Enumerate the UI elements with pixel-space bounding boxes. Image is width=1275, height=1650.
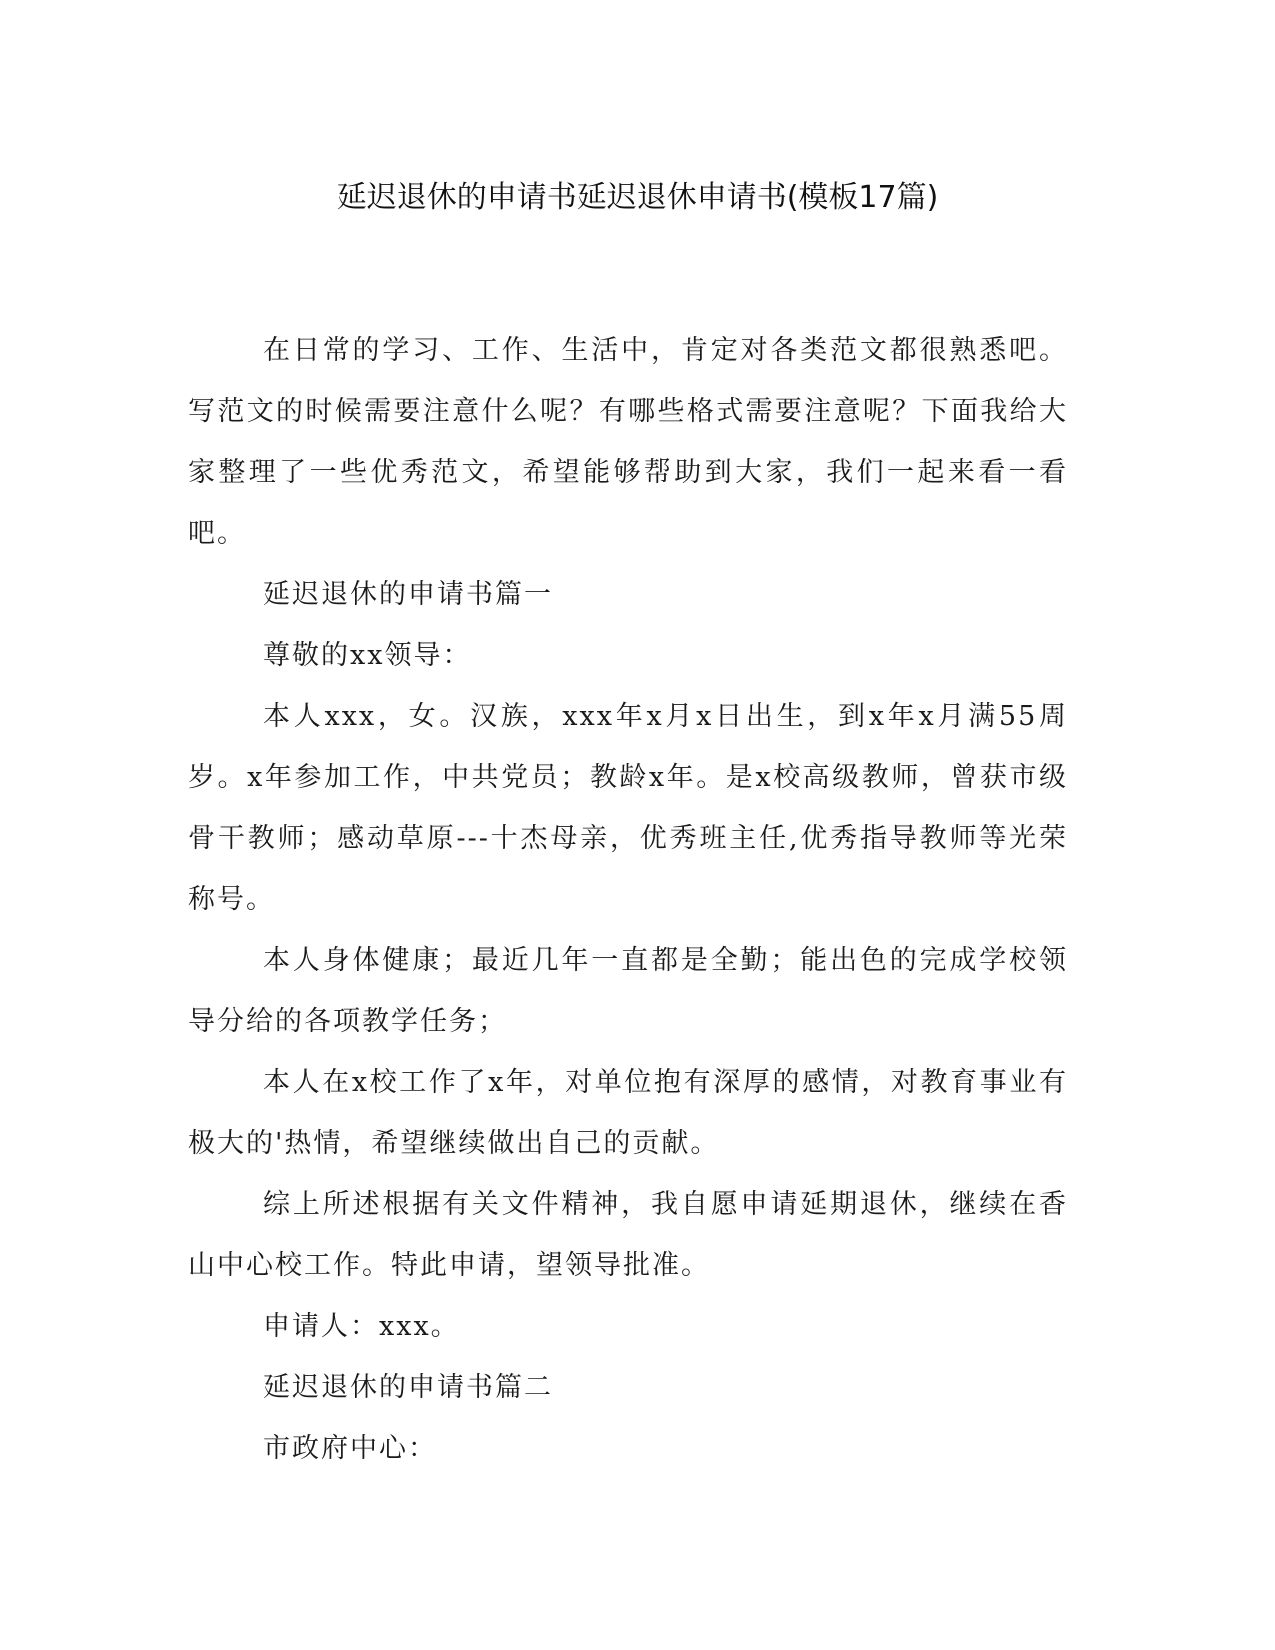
paragraph-request: 综上所述根据有关文件精神，我自愿申请延期退休，继续在香山中心校工作。特此申请，望领导批准。 [188,1189,1068,1281]
salutation-2: 市政府中心： [263,1433,437,1464]
applicant-signature: 申请人：xxx。 [263,1311,460,1342]
paragraph-dedication: 本人在x校工作了x年，对单位抱有深厚的感情，对教育事业有极大的'热情，希望继续做出自己的贡献。 [188,1067,1068,1159]
salutation-1: 尊敬的xx领导： [263,640,472,671]
section-heading-2: 延迟退休的申请书篇二 [263,1372,553,1403]
paragraph-intro: 在日常的学习、工作、生活中，肯定对各类范文都很熟悉吧。写范文的时候需要注意什么呢？有哪些格式需要注意呢？下面我给大家整理了一些优秀范文，希望能够帮助到大家，我们一起来看一看吧。 [188,335,1068,549]
paragraph-personal-info: 本人xxx，女。汉族，xxx年x月x日出生，到x年x月满55周岁。x年参加工作，中共党员；教龄x年。是x校高级教师，曾获市级骨干教师；感动草原---十杰母亲，优秀班主任,优秀指导教师等光荣称号。 [188,701,1068,915]
paragraph-health: 本人身体健康；最近几年一直都是全勤；能出色的完成学校领导分给的各项教学任务； [188,945,1068,1037]
document-body [188,320,1068,1479]
document-title: 延迟退休的申请书延迟退休申请书(模板17篇) [336,180,939,215]
section-heading-1: 延迟退休的申请书篇一 [263,579,553,610]
